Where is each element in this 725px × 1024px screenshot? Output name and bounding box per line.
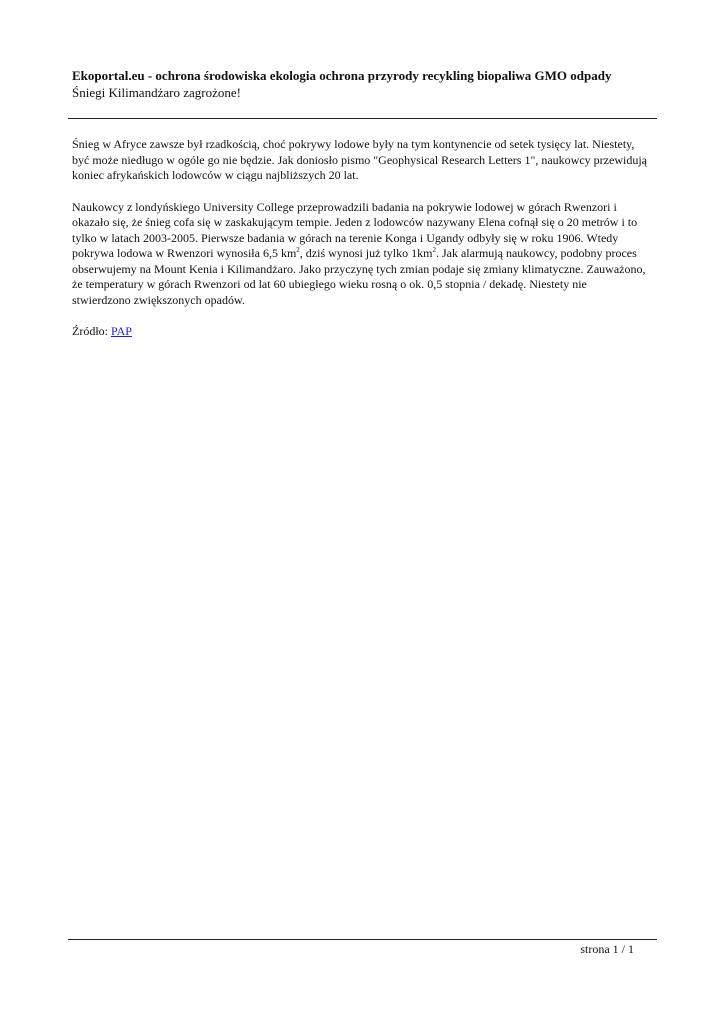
- paragraph-line: obserwujemy na Mount Kenia i Kilimandżaro. Jako przyczynę tych zmian podaje się zmiany klimatyczne. Zauważono,: [72, 261, 646, 276]
- page-number: strona 1 / 1: [580, 942, 634, 956]
- text-segment: pokrywa lodowa w Rwenzori wynosiła 6,5 km: [72, 246, 297, 260]
- paragraph-line: że temperatury w górach Rwenzori od lat 60 ubiegłego wieku rosną o ok. 0,5 stopnia / dekadę. Niestety nie: [72, 277, 587, 291]
- footer-divider: [68, 939, 657, 940]
- paragraph-line: Śnieg w Afryce zawsze był rzadkością, choć pokrywy lodowe były na tym kontynencie od setek tysięcy lat. Niestety,: [72, 137, 635, 151]
- paragraph-line: być może niedługo w ogóle go nie będzie. Jak doniosło pismo "Geophysical Research Letters 1", naukowcy przewidują: [72, 152, 647, 167]
- paragraph-line: koniec afrykańskich lodowców w ciągu najbliższych 20 lat.: [72, 168, 359, 182]
- site-title: Ekoportal.eu - ochrona środowiska ekologia ochrona przyrody recykling biopaliwa GMO odpady: [72, 68, 612, 83]
- paragraph-intro: [72, 137, 657, 184]
- source-line: [72, 324, 657, 340]
- superscript-2: 2: [432, 246, 436, 254]
- text-segment: . Jak alarmują naukowcy, podobny proces: [435, 246, 637, 260]
- header-divider: [68, 118, 657, 119]
- source-link[interactable]: PAP: [111, 324, 132, 338]
- paragraph-research: [72, 200, 657, 309]
- text-segment: , dziś wynosi już tylko 1km: [299, 246, 433, 260]
- page-header: [72, 68, 657, 101]
- paragraph-line: tylko w latach 2003-2005. Pierwsze badania w górach na terenie Konga i Ugandy odbyły się w roku 1906. Wtedy: [72, 230, 619, 245]
- article-title: Śniegi Kilimandżaro zagrożone!: [72, 85, 241, 100]
- paragraph-line: Naukowcy z londyńskiego University College przeprowadzili badania na pokrywie lodowej w górach Rwenzori i: [72, 199, 617, 214]
- article-body: [72, 137, 657, 356]
- superscript-2: 2: [296, 246, 300, 254]
- paragraph-line-with-units: [72, 246, 657, 262]
- paragraph-line: okazało się, że śnieg cofa się w zaskakującym tempie. Jeden z lodowców nazywany Elena cofnął się o 20 metrów i to: [72, 215, 638, 229]
- source-label: Źródło:: [72, 324, 111, 338]
- paragraph-line: stwierdzono zwiększonych opadów.: [72, 292, 245, 307]
